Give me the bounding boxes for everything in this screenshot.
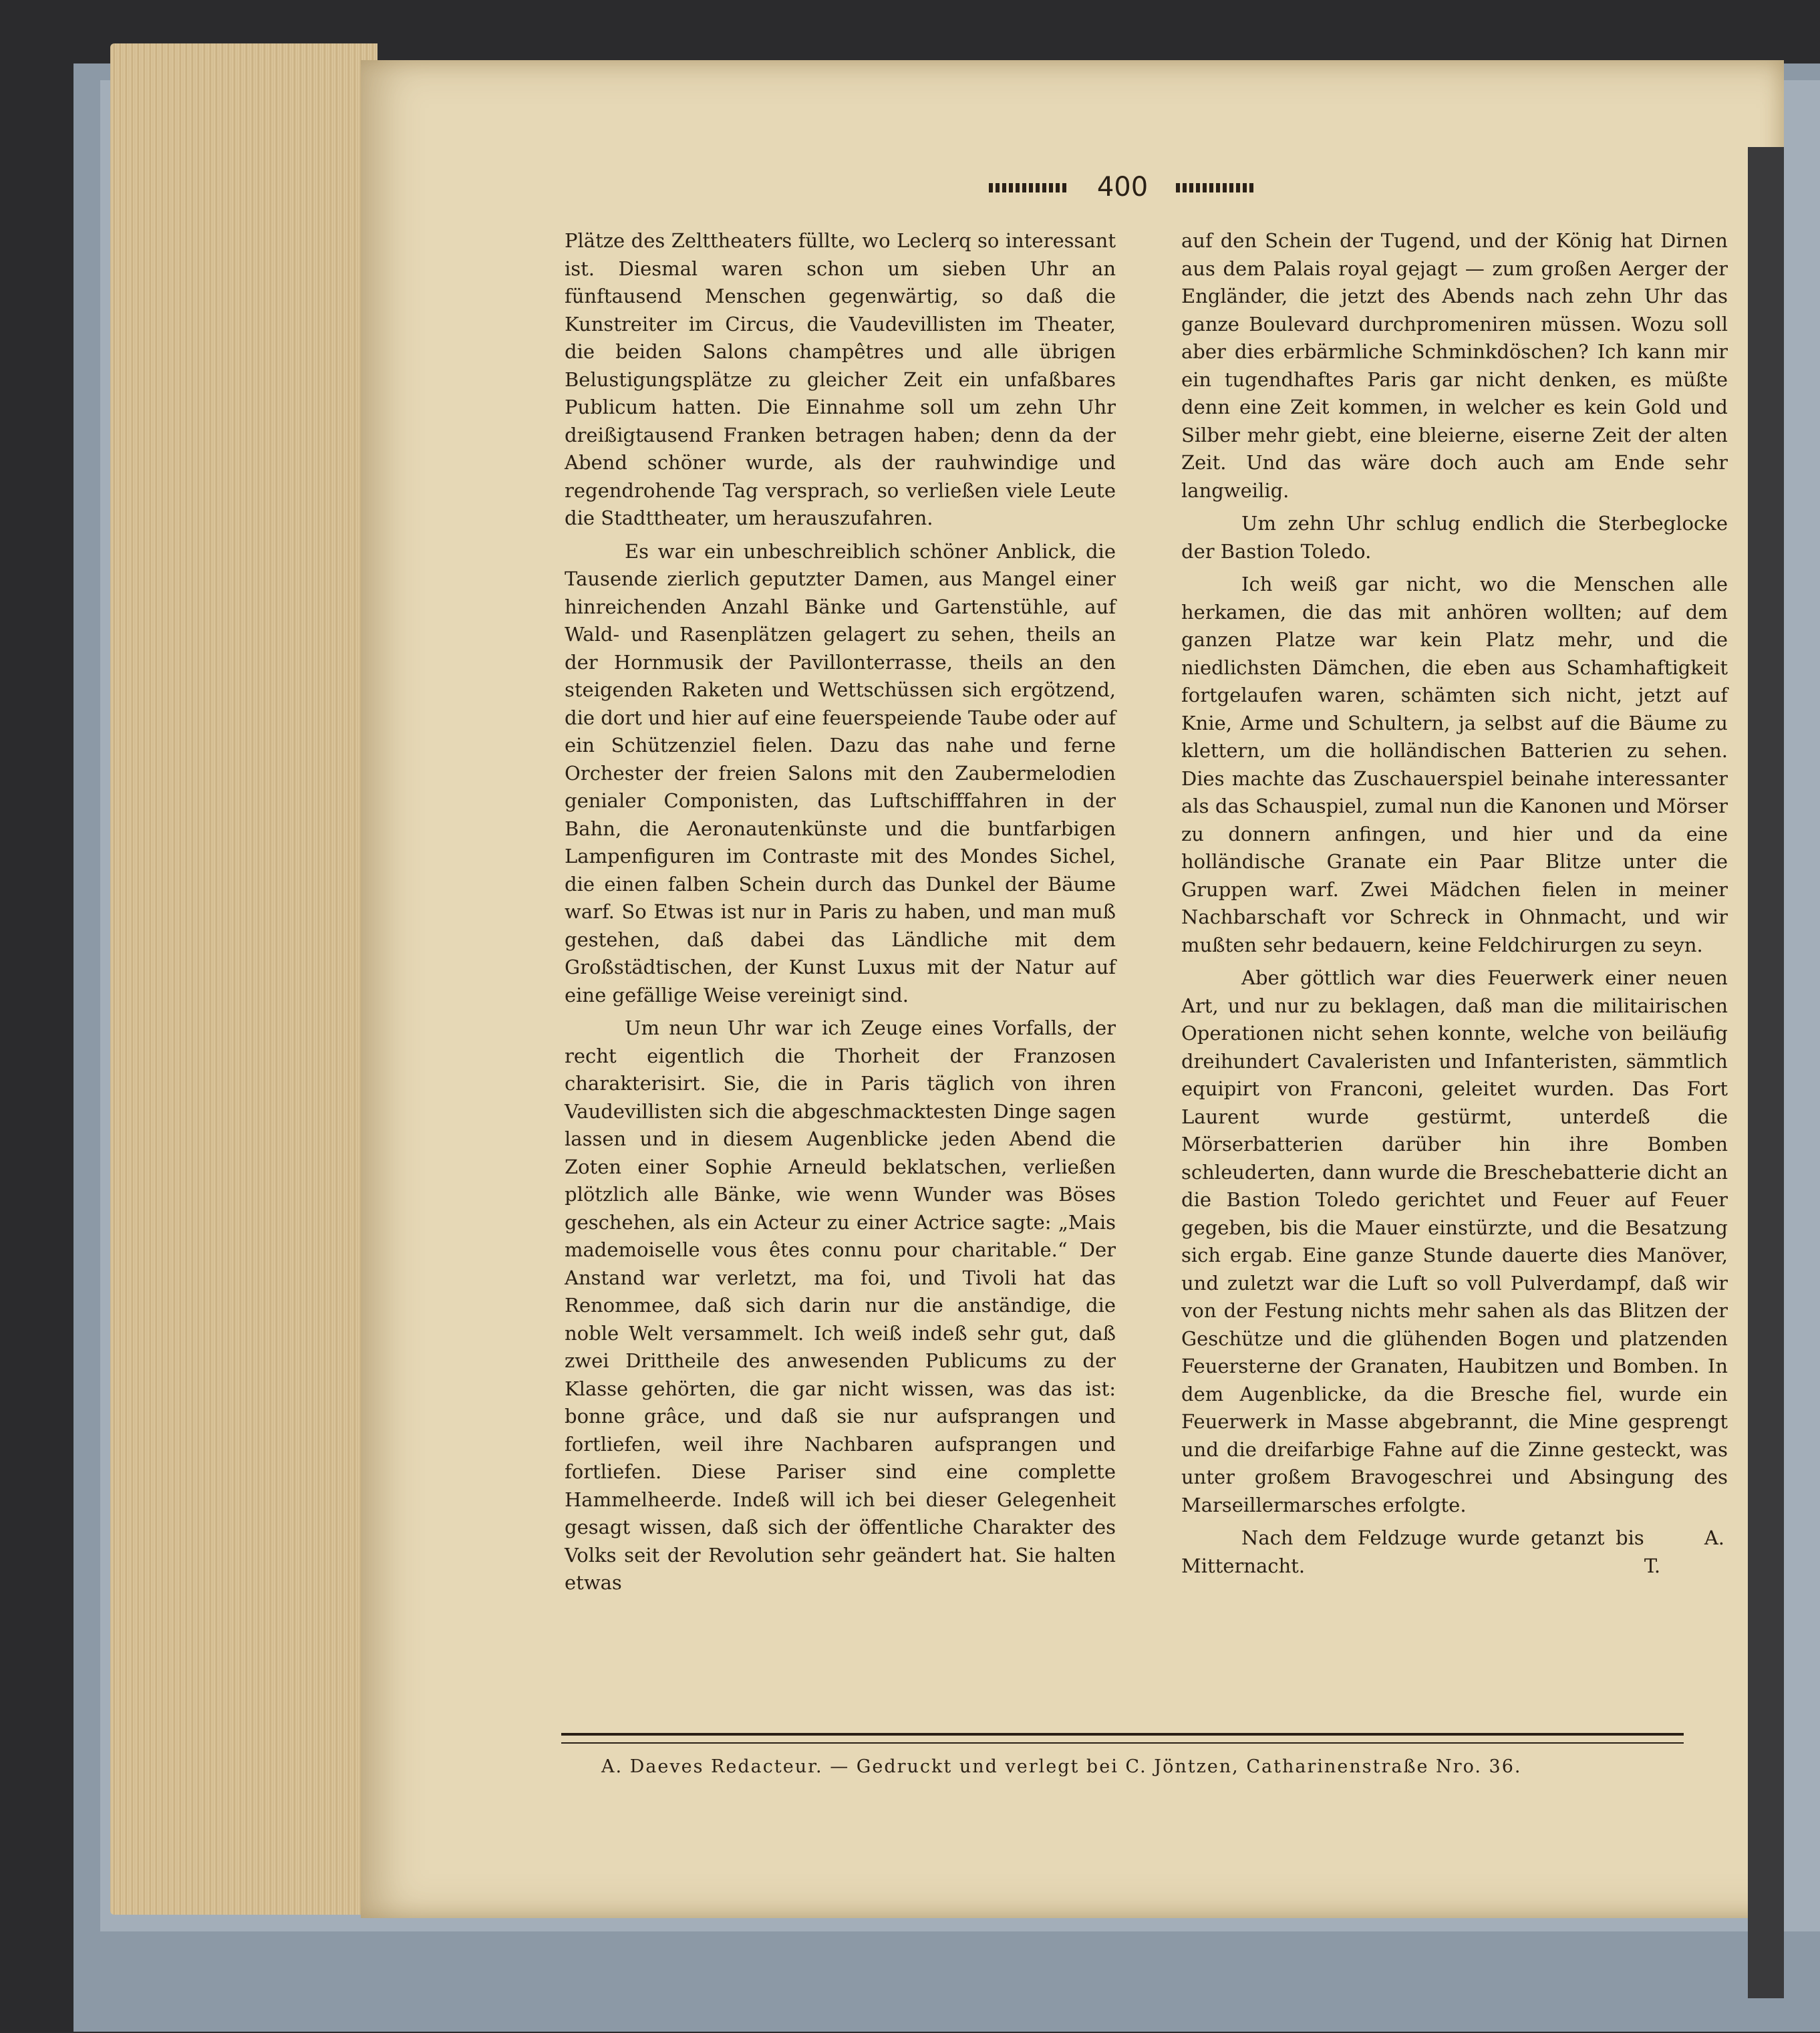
author-signature: A. T. (1644, 1526, 1724, 1577)
imprint-footer: A. Daeves Redacteur. — Gedruckt und verlegt bei C. Jöntzen, Catharinenstraße Nro. 36. (601, 1756, 1522, 1777)
closing-paragraph (1181, 1524, 1728, 1580)
footer-rule (561, 1733, 1684, 1744)
page-header (982, 167, 1263, 214)
header-ornament-left (989, 183, 1069, 192)
left-column (565, 227, 1116, 1603)
paragraph: Aber göttlich war dies Feuerwerk einer neuen Art, und nur zu beklagen, daß man die militairischen Operationen nicht sehen konnte, welche von beiläufig dreihundert Cavaleristen und Infanteristen, sämmtlich equipirt von Franconi, geleitet wurden. Das Fort Laurent wurde gestürmt, unterdeß die Mörserbatterien darüber hin ihre Bomben schleuderten, dann wurde die Breschebatterie dicht an die Bastion Toledo gerichtet und Feuer auf Feuer gegeben, bis die Mauer einstürzte, und die Besatzung sich ergab. Eine ganze Stunde dauerte dies Manöver, und zuletzt war die Luft so voll Pulverdampf, daß wir von der Festung nichts mehr sahen als das Blitzen der Geschütze und die glühenden Bogen und platzenden Feuersterne der Granaten, Haubitzen und Bomben. In dem Augenblicke, da die Bresche fiel, wurde ein Feuerwerk in Masse abgebrannt, die Mine gesprengt und die dreifarbige Fahne auf die Zinne gesteckt, was unter großem Bravogeschrei und Absingung des Marseillermarsches erfolgte. (1181, 966, 1728, 1516)
page-edges (110, 43, 377, 1915)
right-column (1181, 227, 1728, 1585)
paragraph: auf den Schein der Tugend, und der König hat Dirnen aus dem Palais royal gejagt — zum großen Aerger der Engländer, die jetzt des Abends nach zehn Uhr das ganze Boulevard durchpromeniren müssen. Wozu soll aber dies erbärmliche Schminkdöschen? Ich kann mir ein tugendhaftes Paris gar nicht denken, es müßte denn eine Zeit kommen, in welcher es kein Gold und Silber mehr giebt, eine bleierne, eiserne Zeit der alten Zeit. Und das wäre doch auch am Ende sehr langweilig. (1181, 229, 1728, 502)
paragraph: Ich weiß gar nicht, wo die Menschen alle herkamen, die das mit anhören wollten; auf dem ganzen Platze war kein Platz mehr, und die niedlichsten Dämchen, die eben aus Schamhaftigkeit fortgelaufen waren, schämten sich nicht, jetzt auf Knie, Arme und Schultern, ja selbst auf die Bäume zu klettern, um die holländischen Batterien zu sehen. Dies machte das Zuschauerspiel beinahe interessanter als das Schauspiel, zumal nun die Kanonen und Mörser zu donnern anfingen, und hier und da eine holländische Granate ein Paar Blitze unter die Gruppen warf. Zwei Mädchen fielen in meiner Nachbarschaft vor Schreck in Ohnmacht, und wir mußten sehr bedauern, keine Feldchirurgen zu seyn. (1181, 573, 1728, 956)
closing-text: Nach dem Feldzuge wurde getanzt bis Mitternacht. (1181, 1526, 1644, 1577)
paragraph: Um zehn Uhr schlug endlich die Sterbeglocke der Bastion Toledo. (1181, 512, 1728, 563)
book-spine (1748, 147, 1784, 1998)
paragraph: Plätze des Zelttheaters füllte, wo Leclerq so interessant ist. Diesmal waren schon um sieben Uhr an fünftausend Menschen gegenwärtig, so daß die Kunstreiter im Circus, die Vaudevillisten im Theater, die beiden Salons champêtres und alle übrigen Belustigungsplätze zu gleicher Zeit ein unfaßbares Publicum hatten. Die Einnahme soll um zehn Uhr dreißigtausend Franken betragen haben; denn da der Abend schöner wurde, als der rauhwindige und regendrohende Tag versprach, so verließen viele Leute die Stadttheater, um herauszufahren. (565, 229, 1116, 529)
paragraph: Um neun Uhr war ich Zeuge eines Vorfalls, der recht eigentlich die Thorheit der Franzosen charakterisirt. Sie, die in Paris täglich von ihren Vaudevillisten sich die abgeschmacktesten Dinge sagen lassen und in diesem Augenblicke jeden Abend die Zoten einer Sophie Arneuld beklatschen, verließen plötzlich alle Bänke, wie wenn Wunder was Böses geschehen, als ein Acteur zu einer Actrice sagte: „Mais mademoiselle vous êtes connu pour charitable.“ Der Anstand war verletzt, ma foi, und Tivoli hat das Renommee, daß sich darin nur die anständige, die noble Welt versammelt. Ich weiß indeß sehr gut, daß zwei Drittheile des anwesenden Publicums zu der Klasse gehörten, die gar nicht wissen, was das ist: bonne grâce, und daß sie nur aufsprangen und fortliefen, weil ihre Nachbaren aufsprangen und fortliefen. Diese Pariser sind eine complette Hammelheerde. Indeß will ich bei dieser Gelegenheit gesagt wissen, daß sich der öffentliche Charakter des Volks seit der Revolution sehr geändert hat. Sie halten etwas (565, 1016, 1116, 1594)
page-number: 400 (1096, 172, 1149, 202)
header-ornament-right (1176, 183, 1256, 192)
paragraph: Es war ein unbeschreiblich schöner Anblick, die Tausende zierlich geputzter Damen, aus Mangel einer hinreichenden Anzahl Bänke und Gartenstühle, auf Wald- und Rasenplätzen gelagert zu sehen, theils an der Hornmusik der Pavillonterrasse, theils an den steigenden Raketen und Wettschüssen sich ergötzend, die dort und hier auf eine feuerspeiende Taube oder auf ein Schützenziel fielen. Dazu das nahe und ferne Orchester der freien Salons mit den Zaubermelodien genialer Componisten, das Luftschifffahren in der Bahn, die Aeronautenkünste und die buntfarbigen Lampenfiguren im Contraste mit des Mondes Sichel, die einen falben Schein durch das Dunkel der Bäume warf. So Etwas ist nur in Paris zu haben, und man muß gestehen, daß dabei das Ländliche mit dem Großstädtischen, der Kunst Luxus mit der Natur auf eine gefällige Weise vereinigt sind. (565, 539, 1116, 1006)
